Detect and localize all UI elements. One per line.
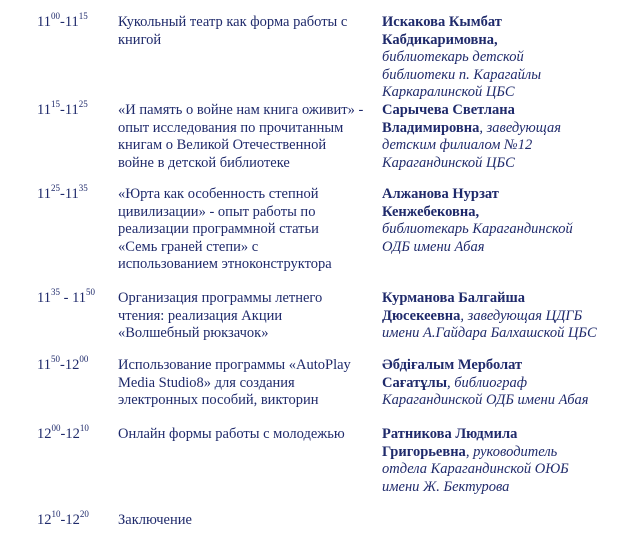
speaker <box>382 290 607 343</box>
speaker-name: Дюсекеевна <box>382 307 461 324</box>
speaker-role: библиотеки п. Карагайлы <box>382 66 542 83</box>
speaker-name: Григорьевна <box>382 443 466 460</box>
topic: Использование программы «AutoPlay Media Studio8» для создания электронных пособий, викторин <box>118 357 351 408</box>
speaker <box>382 357 607 410</box>
time-range: $12^{00}-12^{10}$ <box>37 423 89 442</box>
speaker-role: , заведующая ЦДГБ <box>460 307 583 324</box>
speaker-role: Карагандинской ОДБ имени Абая <box>382 392 589 408</box>
topic: Заключение <box>118 512 192 528</box>
speaker-role: , руководитель <box>465 443 558 460</box>
speaker-name: Владимировна <box>382 119 480 136</box>
speaker-role: имени Ж. Бектурова <box>382 478 510 495</box>
speaker-name: Әбдіғалым Мерболат <box>382 357 523 373</box>
speaker <box>382 426 607 496</box>
time-range: $11^{15}-11^{25}$ <box>37 99 88 118</box>
speaker-role: имени А.Гайдара Балхашской ЦБС <box>382 325 597 341</box>
time-range: $11^{35} - 11^{50}$ <box>37 287 96 306</box>
speaker-name: Кабдикаримовна, <box>382 31 498 48</box>
time-range: $12^{10}-12^{20}$ <box>37 509 89 528</box>
speaker-name: Ратникова Людмила <box>382 426 518 442</box>
speaker-name: Сарычева Светлана <box>382 102 515 118</box>
speaker-role: библиотекарь детской <box>382 49 524 65</box>
speaker-role: Каркаралинской ЦБС <box>382 84 515 100</box>
time-range: $11^{00}-11^{15}$ <box>37 11 88 30</box>
speaker <box>382 186 607 256</box>
topic: Кукольный театр как форма работы с книгой <box>118 14 348 48</box>
speaker-role: , заведующая <box>479 119 562 136</box>
time-range: $11^{25}-11^{35}$ <box>37 183 88 202</box>
speaker-role: отдела Карагандинской ОЮБ <box>382 461 569 477</box>
speaker <box>382 102 607 172</box>
speaker-name: Кенжебековна, <box>382 203 480 220</box>
speaker-name: Алжанова Нурзат <box>382 186 499 202</box>
speaker-role: Карагандинской ЦБС <box>382 154 515 171</box>
topic: «Юрта как особенность степной цивилизации» - опыт работы по реализации программной статьи «Семь граней степи» с использованием этноконструктора <box>118 186 332 272</box>
topic: «И память о войне нам книга оживит» - опыт исследования по прочитанным книгам о Великой Отечественной войне в детской библиотеке <box>118 102 364 171</box>
speaker <box>382 14 607 102</box>
topic: Онлайн формы работы с молодежью <box>118 426 345 442</box>
topic: Организация программы летнего чтения: реализация Акции «Волшебный рюкзачок» <box>118 290 323 341</box>
time-range: $11^{50}-12^{00}$ <box>37 354 89 373</box>
speaker-role: детским филиалом №12 <box>382 137 533 153</box>
speaker-role: ОДБ имени Абая <box>382 238 485 255</box>
speaker-name: Курманова Балгайша <box>382 290 526 306</box>
speaker-name: Сағатұлы <box>382 374 448 391</box>
speaker-name: Искакова Кымбат <box>382 14 502 30</box>
speaker-role: , библиограф <box>447 374 528 391</box>
speaker-role: библиотекарь Карагандинской <box>382 221 573 237</box>
